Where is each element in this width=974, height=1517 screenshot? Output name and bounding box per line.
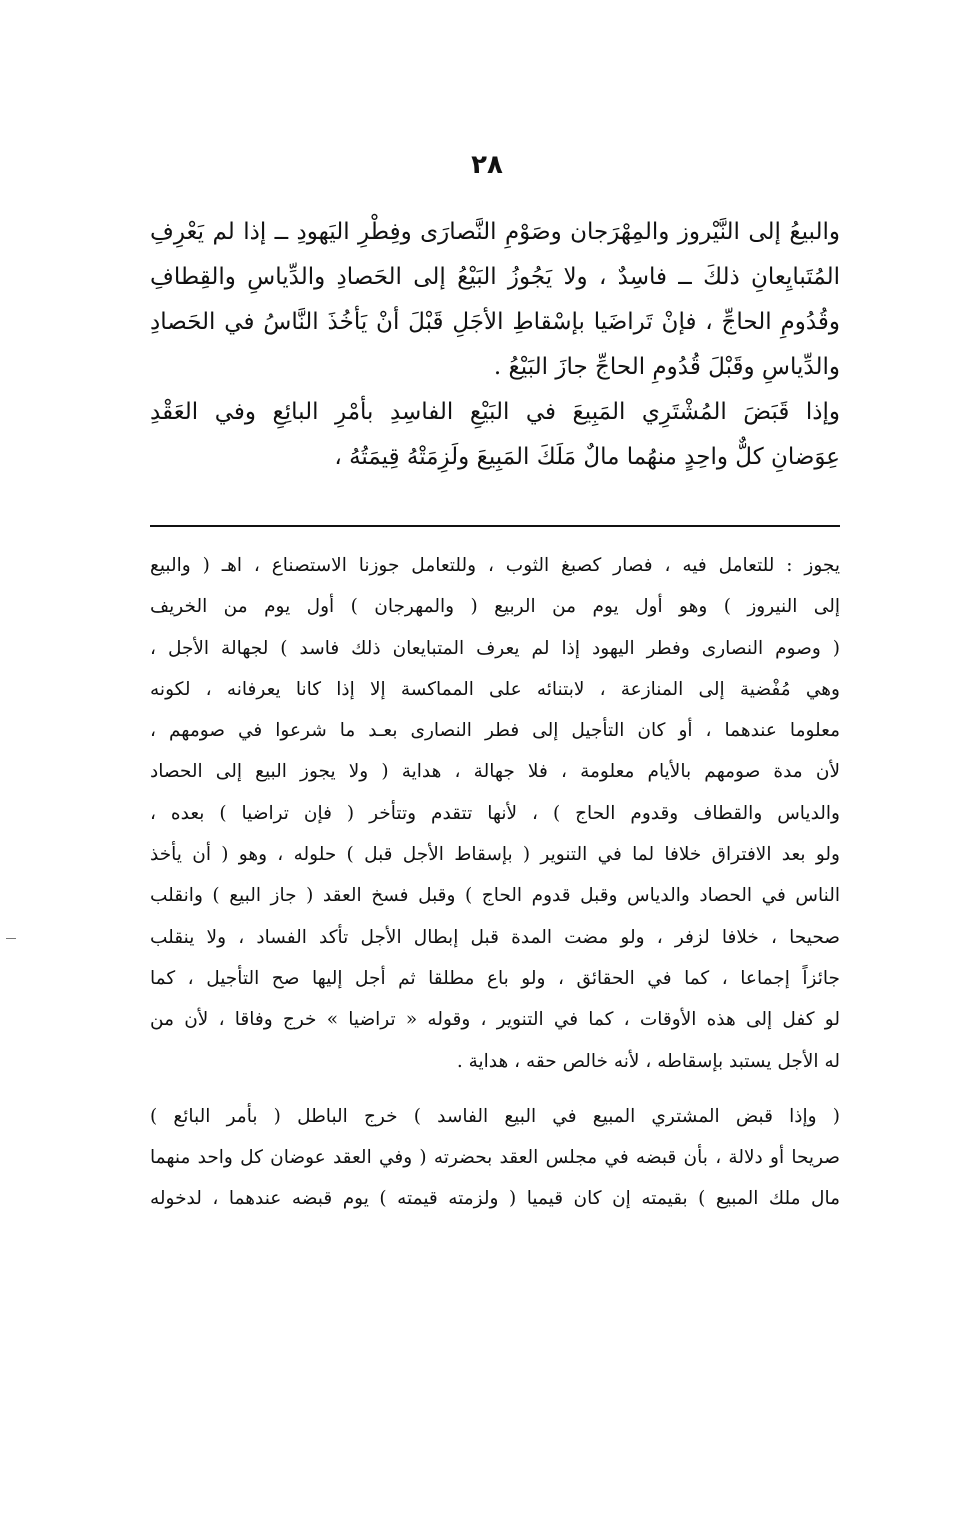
commentary-line: وهي مُفْضية إلى المنازعة ، لابتنائه على المماكسة إلا إذا كانا يعرفانه ، لكونه [150, 678, 840, 700]
commentary-line: مال ملك المبيع ) بقيمته إن كان قيميا ( ولزمته قيمته ) يوم قبضه عندهما ، لدخوله [150, 1188, 840, 1210]
commentary-block [150, 545, 840, 1220]
margin-mark [6, 938, 16, 939]
commentary-line: ( وصوم النصارى وفطر اليهود إذا لم يعرف المتبايعان ذلك فاسد ) لجهالة الأجل ، [150, 637, 840, 659]
page-number: ٢٨ [471, 150, 503, 180]
commentary-line: لو كفل إلى هذه الأوقات ، كما في التنوير ، وقوله « تراضيا » خرج وفاقا ، لأن من [150, 1009, 840, 1031]
commentary-line: معلوما عندهما ، أو كان التأجيل إلى فطر النصارى بعـد ما شرعوا في صومهم ، [150, 720, 840, 742]
commentary-line: يجوز : للتعامل فيه ، فصار كصبغ الثوب ، وللتعامل جوزنا الاستصناع ، اهـ ( والبيع [150, 555, 840, 576]
commentary-line: جائزاً إجماعا ، كما في الحقائق ، ولو باع مطلقا ثم أجل إليها صح التأجيل ، كما [150, 967, 840, 989]
main-text-line: والدِّياسِ وقَبْلَ قُدُومِ الحاجِّ جازَ البَيْعُ . [493, 354, 840, 380]
commentary-line: والدياس والقطاف وقدوم الحاج ) ، لأنها تتقدم وتتأخر ( فإن تراضيا ) بعده ، [150, 802, 840, 824]
main-text-line: عِوَضانِ كلٌّ واحِدٍ منهُما مالٌ مَلَكَ المَبِيعَ ولَزِمَتْهُ قِيمَتُهُ ، [334, 444, 840, 470]
commentary-line: له الأجل يستبد بإسقاطه ، لأنه خالص حقه ، هداية . [456, 1050, 840, 1072]
main-text-line: وإذا قَبَضَ المُشْتَرِي المَبِيعَ في البَيْعِ الفاسِدِ بأمْرِ البائِعِ وفي العَقْدِ [150, 399, 840, 425]
commentary-line: لأن مدة صومهم بالأيام معلومة ، فلا جهالة ، هداية ( ولا يجوز البيع إلى الحصاد [150, 761, 840, 783]
paragraph-gap [150, 1082, 840, 1096]
commentary-line: ولو بعد الافتراق خلافا لما في التنوير ( بإسقاط الأجل قبل ) حلوله ، وهو ( أن يأخذ [150, 844, 840, 866]
commentary-line: صريحا أو دلالة ، بأن قبضه في مجلس العقد بحضرته ( وفي العقد عوضان كل واحد منهما [150, 1147, 840, 1169]
main-text-line: المُتَبايِعانِ ذلكَ ــ فاسِدٌ ، ولا يَجُوزُ البَيْعُ إلى الحَصادِ والدِّياسِ والقِطافِ [150, 264, 840, 290]
section-divider [150, 525, 840, 527]
main-text-line: والبيعُ إلى النَّيْروز والمِهْرَجان وصَوْمِ النَّصارَى وفِطْرِ اليَهودِ ــ إذا لم يَعْرِفِ [150, 219, 840, 245]
commentary-line: الناس في الحصاد والدياس وقبل قدوم الحاج ) وقبل فسخ العقد ( جاز البيع ) وانقلب [150, 885, 840, 907]
commentary-line: ( وإذا قبض المشتري المبيع في البيع الفاسد ) خرج الباطل ( بأمر البائع ) [150, 1105, 840, 1127]
main-text-line: وقُدُومِ الحاجِّ ، فإنْ تَراضَيا بإسْقاطِ الأجَلِ قَبْلَ أنْ يَأخُذَ النَّاسُ في الحَصادِ [150, 309, 840, 335]
main-text-block [150, 210, 840, 480]
commentary-line: صحيحا ، خلافا لزفر ، ولو مضت المدة قبل إبطال الأجل تأكد الفساد ، ولا ينقلب [150, 926, 840, 948]
commentary-line: إلى النيروز ) وهو أول يوم من الربيع ( والمهرجان ) أول يوم من الخريف [150, 596, 840, 618]
